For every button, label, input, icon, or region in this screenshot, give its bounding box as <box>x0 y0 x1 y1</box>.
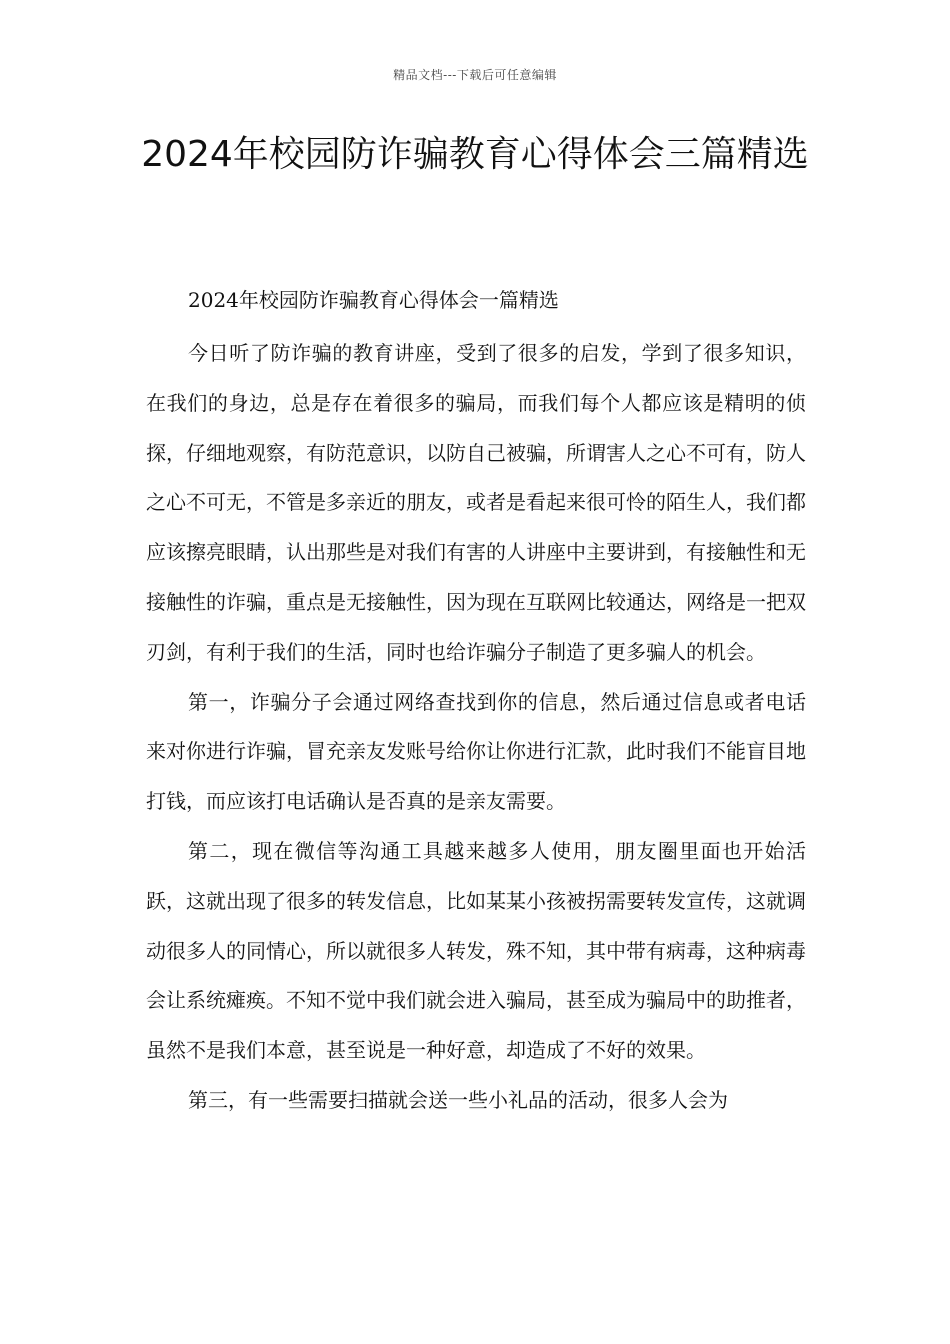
header-note: 精品文档---下载后可任意编辑 <box>393 68 557 82</box>
document-title: 2024年校园防诈骗教育心得体会三篇精选 <box>141 134 809 175</box>
section-subtitle: 2024年校园防诈骗教育心得体会一篇精选 <box>188 288 559 312</box>
paragraph-intro: 今日听了防诈骗的教育讲座，受到了很多的启发，学到了很多知识，在我们的身边，总是存在着很多的骗局，而我们每个人都应该是精明的侦探，仔细地观察，有防范意识，以防自己被骗，所谓害人之心不可有，防人之心不可无，不管是多亲近的朋友，或者是看起来很可怜的陌生人，我们都应该擦亮眼睛，认出那些是对我们有害的人讲座中主要讲到，有接触性和无接触性的诈骗，重点是无接触性，因为现在互联网比较通达，网络是一把双刃剑，有利于我们的生活，同时也给诈骗分子制造了更多骗人的机会。 <box>146 341 806 664</box>
paragraph-second: 第二，现在微信等沟通工具越来越多人使用，朋友圈里面也开始活跃，这就出现了很多的转发信息，比如某某小孩被拐需要转发宣传，这就调动很多人的同情心，所以就很多人转发，殊不知，其中带有病毒，这种病毒会让系统瘫痪。不知不觉中我们就会进入骗局，甚至成为骗局中的助推者，虽然不是我们本意，甚至说是一种好意，却造成了不好的效果。 <box>146 838 806 1063</box>
paragraph-third: 第三，有一些需要扫描就会送一些小礼品的活动，很多人会为 <box>188 1087 728 1112</box>
document-body <box>146 329 806 1126</box>
paragraph-first: 第一，诈骗分子会通过网络查找到你的信息，然后通过信息或者电话来对你进行诈骗，冒充亲友发账号给你让你进行汇款，此时我们不能盲目地打钱，而应该打电话确认是否真的是亲友需要。 <box>146 689 806 814</box>
